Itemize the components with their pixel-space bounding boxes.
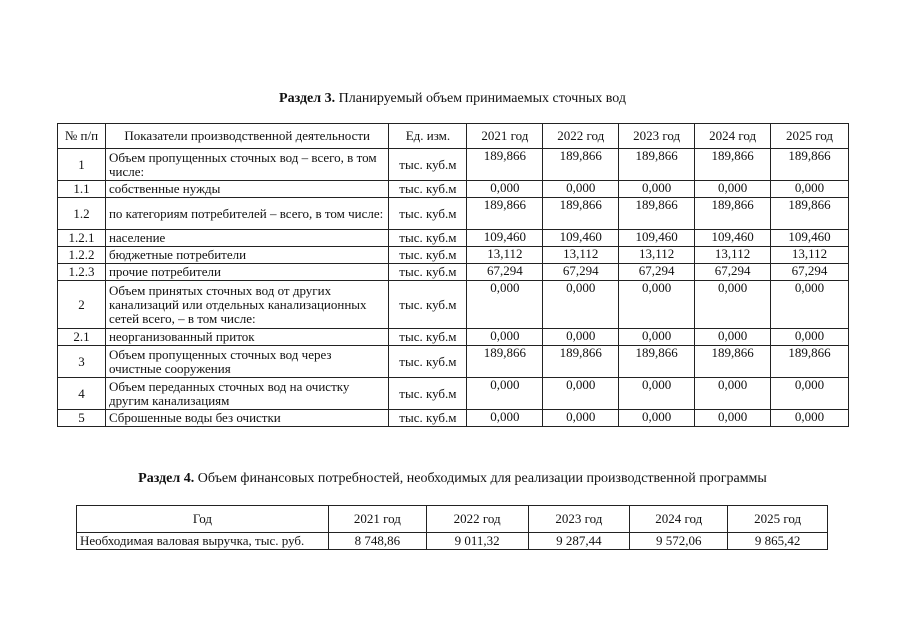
row-number: 4 — [58, 378, 106, 410]
table-row — [58, 181, 849, 198]
section-3-title — [0, 91, 905, 107]
header-cell: № п/п — [58, 124, 106, 149]
value-cell: 9 011,32 — [426, 533, 528, 550]
header-cell: 2025 год — [771, 124, 849, 149]
row-indicator: по категориям потребителей – всего, в том числе: — [105, 198, 388, 230]
value-cell: 109,460 — [467, 230, 543, 247]
row-indicator: Объем принятых сточных вод от других канализаций или отдельных канализационных сетей всего, – в том числе: — [105, 281, 388, 329]
row-indicator: Объем переданных сточных вод на очистку другим канализациям — [105, 378, 388, 410]
financial-needs-table — [76, 505, 828, 550]
value-cell: 0,000 — [771, 410, 849, 427]
table-row — [58, 198, 849, 230]
value-cell: 0,000 — [467, 378, 543, 410]
row-number: 1.2.2 — [58, 247, 106, 264]
value-cell: 189,866 — [467, 149, 543, 181]
row-number: 1.1 — [58, 181, 106, 198]
section-3-number: Раздел 3. — [279, 91, 336, 106]
row-indicator: прочие потребители — [105, 264, 388, 281]
row-unit: тыс. куб.м — [389, 329, 467, 346]
value-cell: 0,000 — [771, 329, 849, 346]
value-cell: 8 748,86 — [328, 533, 426, 550]
row-indicator: Объем пропущенных сточных вод через очистные сооружения — [105, 346, 388, 378]
value-cell: 189,866 — [543, 346, 619, 378]
row-number: 1.2 — [58, 198, 106, 230]
value-cell: 189,866 — [771, 149, 849, 181]
value-cell: 189,866 — [619, 198, 695, 230]
header-cell: 2024 год — [695, 124, 771, 149]
table-header-row — [58, 124, 849, 149]
value-cell: 0,000 — [771, 181, 849, 198]
value-cell: 13,112 — [695, 247, 771, 264]
table-row — [58, 281, 849, 329]
row-unit: тыс. куб.м — [389, 230, 467, 247]
value-cell: 0,000 — [467, 329, 543, 346]
header-cell: 2023 год — [619, 124, 695, 149]
table-header-row — [77, 506, 828, 533]
row-unit: тыс. куб.м — [389, 198, 467, 230]
row-number: 2 — [58, 281, 106, 329]
row-label: Необходимая валовая выручка, тыс. руб. — [77, 533, 329, 550]
header-cell: 2021 год — [328, 506, 426, 533]
row-number: 2.1 — [58, 329, 106, 346]
row-unit: тыс. куб.м — [389, 247, 467, 264]
header-cell: Показатели производственной деятельности — [105, 124, 388, 149]
value-cell: 189,866 — [771, 346, 849, 378]
value-cell: 0,000 — [543, 181, 619, 198]
row-indicator: Сброшенные воды без очистки — [105, 410, 388, 427]
row-indicator: неорганизованный приток — [105, 329, 388, 346]
value-cell: 109,460 — [619, 230, 695, 247]
value-cell: 189,866 — [619, 346, 695, 378]
header-cell: 2022 год — [426, 506, 528, 533]
header-cell: 2021 год — [467, 124, 543, 149]
row-unit: тыс. куб.м — [389, 264, 467, 281]
row-unit: тыс. куб.м — [389, 346, 467, 378]
row-indicator: население — [105, 230, 388, 247]
value-cell: 189,866 — [619, 149, 695, 181]
value-cell: 0,000 — [619, 181, 695, 198]
header-cell: 2024 год — [630, 506, 728, 533]
row-unit: тыс. куб.м — [389, 149, 467, 181]
value-cell: 189,866 — [543, 198, 619, 230]
table-row — [58, 149, 849, 181]
header-cell: Ед. изм. — [389, 124, 467, 149]
value-cell: 0,000 — [695, 378, 771, 410]
table-row — [58, 247, 849, 264]
value-cell: 0,000 — [467, 410, 543, 427]
value-cell: 0,000 — [695, 329, 771, 346]
table-row — [58, 410, 849, 427]
table-row — [58, 264, 849, 281]
value-cell: 0,000 — [771, 378, 849, 410]
row-indicator: бюджетные потребители — [105, 247, 388, 264]
value-cell: 189,866 — [543, 149, 619, 181]
table-row — [58, 230, 849, 247]
row-number: 1.2.1 — [58, 230, 106, 247]
value-cell: 9 865,42 — [728, 533, 828, 550]
value-cell: 0,000 — [543, 281, 619, 329]
header-cell: 2025 год — [728, 506, 828, 533]
value-cell: 13,112 — [543, 247, 619, 264]
value-cell: 0,000 — [467, 281, 543, 329]
value-cell: 0,000 — [619, 410, 695, 427]
value-cell: 9 287,44 — [528, 533, 630, 550]
wastewater-volume-table — [57, 123, 849, 427]
value-cell: 189,866 — [695, 149, 771, 181]
section-4-title-text: Объем финансовых потребностей, необходимых для реализации производственной программы — [194, 471, 767, 486]
value-cell: 189,866 — [695, 346, 771, 378]
header-cell: Год — [77, 506, 329, 533]
value-cell: 0,000 — [695, 181, 771, 198]
value-cell: 0,000 — [543, 410, 619, 427]
header-cell: 2023 год — [528, 506, 630, 533]
header-cell: 2022 год — [543, 124, 619, 149]
value-cell: 13,112 — [771, 247, 849, 264]
table-row — [58, 378, 849, 410]
value-cell: 189,866 — [771, 198, 849, 230]
value-cell: 109,460 — [695, 230, 771, 247]
value-cell: 67,294 — [543, 264, 619, 281]
value-cell: 13,112 — [467, 247, 543, 264]
value-cell: 67,294 — [467, 264, 543, 281]
value-cell: 67,294 — [619, 264, 695, 281]
value-cell: 67,294 — [695, 264, 771, 281]
value-cell: 0,000 — [619, 281, 695, 329]
row-number: 5 — [58, 410, 106, 427]
section-4-title — [0, 471, 905, 487]
row-unit: тыс. куб.м — [389, 181, 467, 198]
value-cell: 9 572,06 — [630, 533, 728, 550]
value-cell: 0,000 — [619, 329, 695, 346]
value-cell: 0,000 — [771, 281, 849, 329]
section-3-title-text: Планируемый объем принимаемых сточных вод — [335, 91, 626, 106]
value-cell: 189,866 — [467, 346, 543, 378]
row-number: 1.2.3 — [58, 264, 106, 281]
row-unit: тыс. куб.м — [389, 378, 467, 410]
row-number: 3 — [58, 346, 106, 378]
value-cell: 109,460 — [543, 230, 619, 247]
table-row — [58, 329, 849, 346]
row-indicator: Объем пропущенных сточных вод – всего, в том числе: — [105, 149, 388, 181]
row-unit: тыс. куб.м — [389, 281, 467, 329]
value-cell: 109,460 — [771, 230, 849, 247]
row-indicator: собственные нужды — [105, 181, 388, 198]
value-cell: 0,000 — [543, 378, 619, 410]
value-cell: 0,000 — [619, 378, 695, 410]
value-cell: 67,294 — [771, 264, 849, 281]
value-cell: 0,000 — [695, 410, 771, 427]
value-cell: 0,000 — [695, 281, 771, 329]
value-cell: 0,000 — [543, 329, 619, 346]
value-cell: 189,866 — [467, 198, 543, 230]
row-unit: тыс. куб.м — [389, 410, 467, 427]
row-number: 1 — [58, 149, 106, 181]
table-row — [77, 533, 828, 550]
table-row — [58, 346, 849, 378]
value-cell: 0,000 — [467, 181, 543, 198]
value-cell: 189,866 — [695, 198, 771, 230]
section-4-number: Раздел 4. — [138, 471, 195, 486]
value-cell: 13,112 — [619, 247, 695, 264]
